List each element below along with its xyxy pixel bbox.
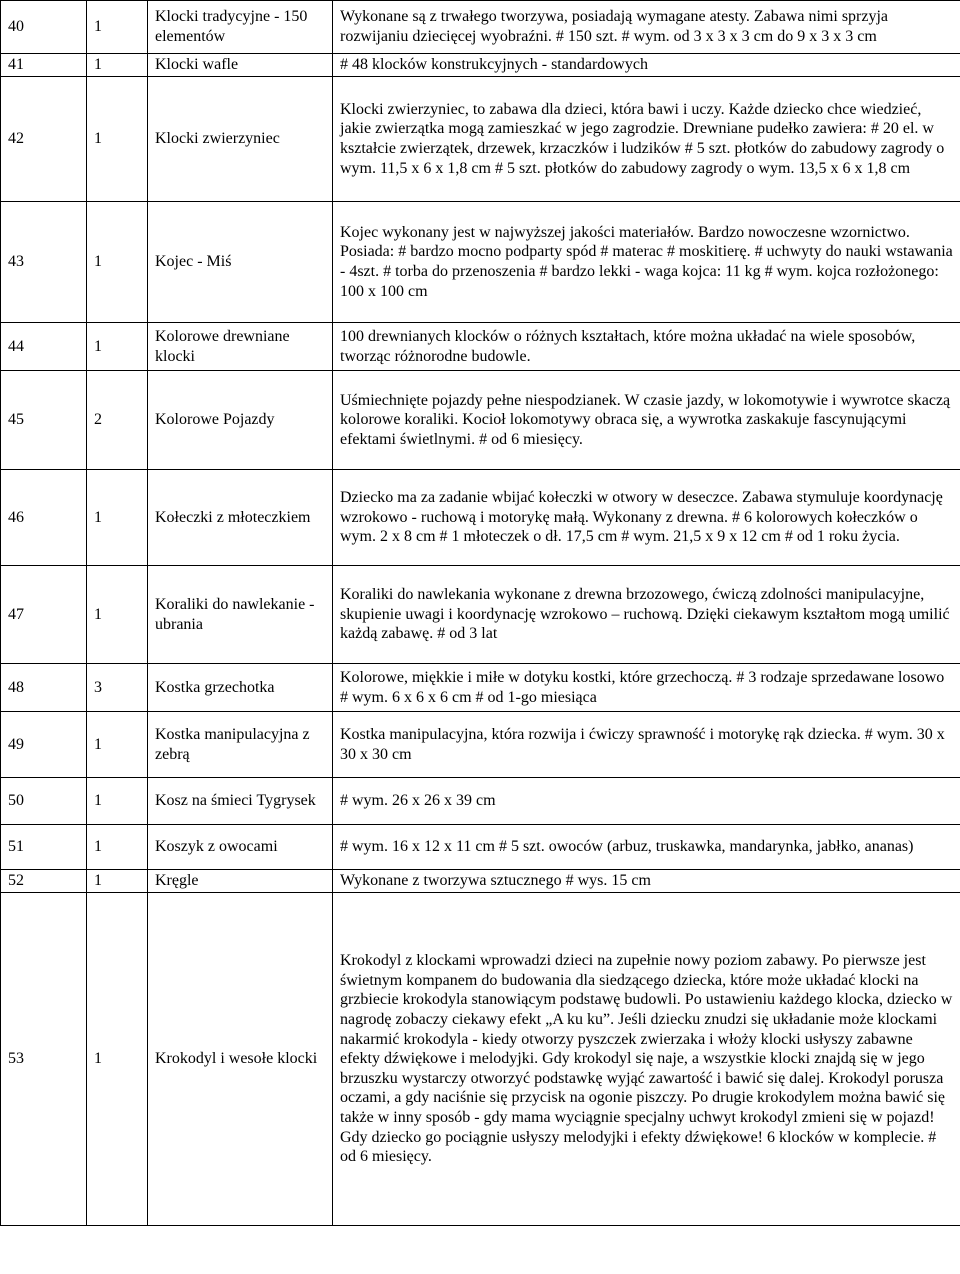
item-name: Krokodyl i wesołe klocki bbox=[148, 893, 333, 1226]
item-name: Kostka manipulacyjna z zebrą bbox=[148, 712, 333, 778]
item-number: 48 bbox=[1, 664, 87, 712]
item-quantity: 1 bbox=[87, 566, 148, 664]
item-quantity: 1 bbox=[87, 202, 148, 323]
table-row bbox=[1, 470, 960, 566]
item-name: Klocki tradycyjne - 150 elementów bbox=[148, 1, 333, 54]
item-quantity: 1 bbox=[87, 893, 148, 1226]
item-description: Kojec wykonany jest w najwyższej jakości materiałów. Bardzo nowoczesne wzornictwo. Posiada: # bardzo mocno podparty spód # materac # moskitierę. # uchwyty do nauki wstawania - 4szt. # torba do przenoszenia # bardzo lekki - waga kojca: 11 kg # wym. kojca rozłożonego: 100 x 100 cm bbox=[333, 202, 960, 323]
item-quantity: 1 bbox=[87, 323, 148, 371]
item-name: Kostka grzechotka bbox=[148, 664, 333, 712]
item-number: 47 bbox=[1, 566, 87, 664]
item-name: Kręgle bbox=[148, 870, 333, 893]
item-name: Koszyk z owocami bbox=[148, 825, 333, 870]
table-row bbox=[1, 54, 960, 77]
item-number: 41 bbox=[1, 54, 87, 77]
item-quantity: 3 bbox=[87, 664, 148, 712]
table-row bbox=[1, 870, 960, 893]
item-number: 51 bbox=[1, 825, 87, 870]
item-description: Uśmiechnięte pojazdy pełne niespodzianek. W czasie jazdy, w lokomotywie i wywrotce skaczą kolorowe koraliki. Kocioł lokomotywy obraca się, a wywrotka zaskakuje fascynującymi efektami świetlnymi. # od 6 miesięcy. bbox=[333, 371, 960, 470]
item-description: Kolorowe, miękkie i miłe w dotyku kostki, które grzechoczą. # 3 rodzaje sprzedawane losowo # wym. 6 x 6 x 6 cm # od 1-go miesiąca bbox=[333, 664, 960, 712]
table-row bbox=[1, 371, 960, 470]
item-quantity: 1 bbox=[87, 77, 148, 202]
item-description: Klocki zwierzyniec, to zabawa dla dzieci, która bawi i uczy. Każde dziecko chce wiedzieć, jakie zwierzątka mogą zamieszkać w jego zagrodzie. Drewniane pudełko zawiera: # 20 el. w kształcie zwierzątek, drzewek, krzaczków i ludzików # 5 szt. płotków do zabudowy zagrody o wym. 11,5 x 6 x 1,8 cm # 5 szt. płotków do zabudowy zagrody o wym. 13,5 x 6 x 1,8 cm bbox=[333, 77, 960, 202]
item-name: Kolorowe drewniane klocki bbox=[148, 323, 333, 371]
table-row bbox=[1, 825, 960, 870]
item-quantity: 1 bbox=[87, 54, 148, 77]
item-name: Kojec - Miś bbox=[148, 202, 333, 323]
item-number: 44 bbox=[1, 323, 87, 371]
item-name: Kosz na śmieci Tygrysek bbox=[148, 778, 333, 825]
item-number: 49 bbox=[1, 712, 87, 778]
item-number: 46 bbox=[1, 470, 87, 566]
item-quantity: 1 bbox=[87, 1, 148, 54]
table-row bbox=[1, 77, 960, 202]
item-description: Wykonane są z trwałego tworzywa, posiadają wymagane atesty. Zabawa nimi sprzyja rozwijaniu dziecięcej wyobraźni. # 150 szt. # wym. od 3 x 3 x 3 cm do 9 x 3 x 3 cm bbox=[333, 1, 960, 54]
table-row bbox=[1, 664, 960, 712]
item-quantity: 2 bbox=[87, 371, 148, 470]
item-quantity: 1 bbox=[87, 778, 148, 825]
table-row bbox=[1, 712, 960, 778]
item-description: # wym. 16 x 12 x 11 cm # 5 szt. owoców (arbuz, truskawka, mandarynka, jabłko, ananas) bbox=[333, 825, 960, 870]
item-quantity: 1 bbox=[87, 470, 148, 566]
item-description: Wykonane z tworzywa sztucznego # wys. 15 cm bbox=[333, 870, 960, 893]
item-name: Koraliki do nawlekanie - ubrania bbox=[148, 566, 333, 664]
item-description: Krokodyl z klockami wprowadzi dzieci na zupełnie nowy poziom zabawy. Po pierwsze jest świetnym kompanem do budowania dla siedzącego dziecka, które może układać klocki na grzbiecie krokodyla stanowiącym podstawę budowli. Po ustawieniu każdego klocka, dziecko w nagrodę zobaczy ciekawy efekt „A ku ku”. Jeśli dziecku znudzi się układanie może klockami nakarmić krokodyla - kiedy otworzy pyszczek zwierzaka i włoży klocki usłyszy zabawne efekty dźwiękowe i melodyjki. Gdy krokodyl się naje, a wszystkie klocki znajdą się w jego brzuszku wystarczy otworzyć podstawkę wyjąć zawartość i bawić się dalej. Krokodyl porusza oczami, a gdy naciśnie się przycisk na ogonie piszczy. Po drugie krokodylem można bawić się także w inny sposób - gdy mama wyciągnie specjalny uchwyt krokodyl zmieni się w pojazd! Gdy dziecko go pociągnie usłyszy melodyjki i efekty dźwiękowe! 6 klocków w komplecie. # od 6 miesięcy. bbox=[333, 893, 960, 1226]
item-number: 50 bbox=[1, 778, 87, 825]
item-description: # wym. 26 x 26 x 39 cm bbox=[333, 778, 960, 825]
item-description: 100 drewnianych klocków o różnych kształtach, które można układać na wiele sposobów, tworząc różnorodne budowle. bbox=[333, 323, 960, 371]
table-row bbox=[1, 893, 960, 1226]
item-name: Kołeczki z młoteczkiem bbox=[148, 470, 333, 566]
item-description: Kostka manipulacyjna, która rozwija i ćwiczy sprawność i motorykę rąk dziecka. # wym. 30 x 30 x 30 cm bbox=[333, 712, 960, 778]
table-row bbox=[1, 323, 960, 371]
table-row bbox=[1, 778, 960, 825]
item-number: 52 bbox=[1, 870, 87, 893]
item-name: Kolorowe Pojazdy bbox=[148, 371, 333, 470]
table-row bbox=[1, 1, 960, 54]
item-number: 43 bbox=[1, 202, 87, 323]
item-quantity: 1 bbox=[87, 712, 148, 778]
table-row bbox=[1, 202, 960, 323]
item-number: 53 bbox=[1, 893, 87, 1226]
item-description: Koraliki do nawlekania wykonane z drewna brzozowego, ćwiczą zdolności manipulacyjne, skupienie uwagi i koordynację wzrokowo – ruchową. Dzięki ciekawym kształtom mogą umilić każdą zabawę. # od 3 lat bbox=[333, 566, 960, 664]
item-description: # 48 klocków konstrukcyjnych - standardowych bbox=[333, 54, 960, 77]
item-number: 45 bbox=[1, 371, 87, 470]
item-name: Klocki zwierzyniec bbox=[148, 77, 333, 202]
item-name: Klocki wafle bbox=[148, 54, 333, 77]
item-quantity: 1 bbox=[87, 825, 148, 870]
item-number: 40 bbox=[1, 1, 87, 54]
item-description: Dziecko ma za zadanie wbijać kołeczki w otwory w deseczce. Zabawa stymuluje koordynację wzrokowo - ruchową i motorykę małą. Wykonany z drewna. # 6 kolorowych kołeczków o wym. 2 x 8 cm # 1 młoteczek o dł. 17,5 cm # wym. 21,5 x 9 x 12 cm # od 1 roku życia. bbox=[333, 470, 960, 566]
item-number: 42 bbox=[1, 77, 87, 202]
item-quantity: 1 bbox=[87, 870, 148, 893]
table-row bbox=[1, 566, 960, 664]
